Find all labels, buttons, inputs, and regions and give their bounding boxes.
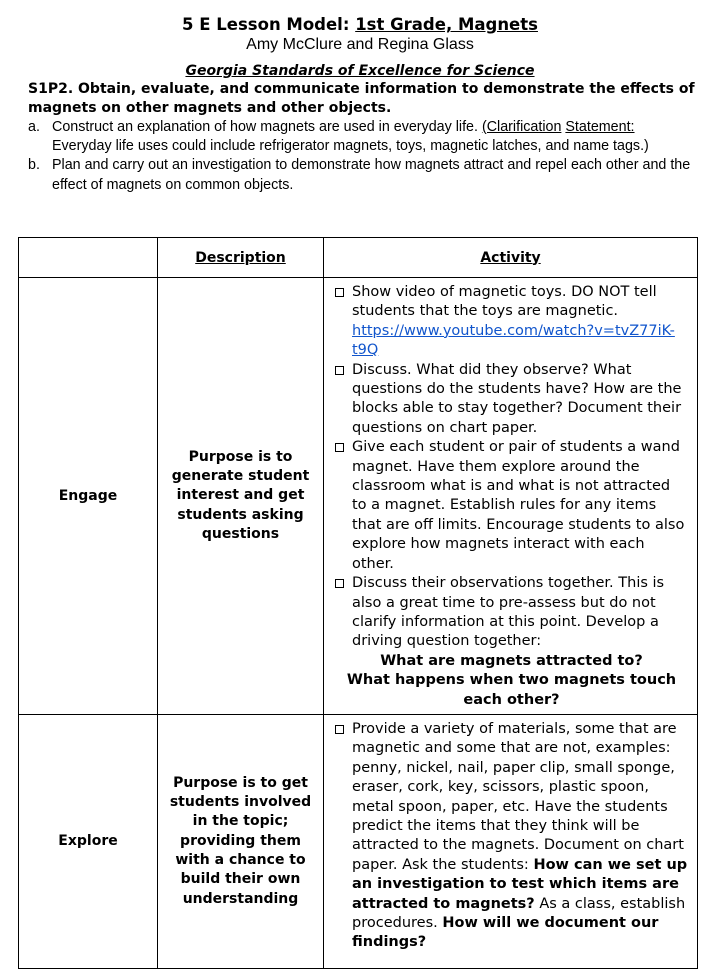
clarification-text: Everyday life uses could include refrigerator magnets, toys, magnetic latches, and name tags.) [52,138,649,155]
phase-engage: Engage [19,278,158,715]
standard-element-b [28,156,698,194]
standard-code-text: S1P2. Obtain, evaluate, and communicate information to demonstrate the effects of magnets on other magnets and other objects. [28,81,695,116]
clarification-label-2: Statement: [565,119,635,135]
checkbox-bullet-icon [335,579,344,588]
lesson-table [18,237,698,969]
checkbox-bullet-icon [335,443,344,452]
bullet-text: Discuss. What did they observe? What questions do the students have? How are the blocks able to stay together? Document their questions on chart paper. [352,361,682,436]
header-description: Description [158,238,324,278]
explore-activity [324,714,698,968]
header-activity: Activity [324,238,698,278]
lesson-title [0,14,720,35]
youtube-video-link[interactable]: https://www.youtube.com/watch?v=tvZ77iK-t9Q [352,322,675,359]
bullet-text: Provide a variety of materials, some that are magnetic and some that are not, examples: penny, nickel, nail, paper clip, small sponge, eraser, cork, key, scissors, plastic spoon, metal spoon, paper, etc. Have the students predict the items that they think will be attracted to the magnets. Document on chart paper. Ask the students: [352,720,684,873]
table-row-engage [19,278,698,715]
standard-element-a [28,118,698,156]
clarification-label-1: (Clarification [481,119,562,135]
header-blank-cell [19,238,158,278]
element-a-text: Construct an explanation of how magnets are used in everyday life. [52,119,482,135]
list-item [334,283,689,361]
bullet-text: Show video of magnetic toys. DO NOT tell students that the toys are magnetic. [352,284,657,320]
bullet-text: Discuss their observations together. This is also a great time to pre-assess but do not clarify information at this point. Develop a driving question together: [352,575,665,650]
authors: Amy McClure and Regina Glass [246,36,474,53]
driving-question-1: What are magnets attracted to? [380,652,643,669]
driving-question-2: What happens when two magnets touch each other? [346,672,677,708]
list-marker: a. [28,119,40,135]
checkbox-bullet-icon [335,725,344,734]
checkbox-bullet-icon [335,366,344,375]
list-item [334,438,689,574]
bullet-text-continued: As a class, establish procedures. [352,895,686,931]
standard-elements-list [28,118,698,195]
list-item [334,720,689,953]
checkbox-bullet-icon [335,288,344,297]
documentation-question: How will we document our findings? [352,915,659,951]
list-item [334,574,689,652]
investigation-question: How can we set up an investigation to test which items are attracted to magnets? [352,856,688,912]
engage-description: Purpose is to generate student interest and get students asking questions [158,278,324,715]
table-row-explore [19,714,698,968]
engage-activity [324,278,698,715]
document-header [0,14,720,55]
list-item [334,361,689,439]
phase-explore: Explore [19,714,158,968]
list-marker: b. [28,157,40,174]
title-prefix: 5 E Lesson Model: [182,15,356,34]
standards-heading: Georgia Standards of Excellence for Science [185,63,535,79]
explore-description: Purpose is to get students involved in the topic; providing them with a chance to build their own understanding [158,714,324,968]
table-header-row [19,238,698,278]
bullet-text: Give each student or pair of students a wand magnet. Have them explore around the classroom what is and what is not attracted to a magnet. Establish rules for any items that are off limits. Encourage students to also explore how magnets interact with each other. [352,439,685,572]
element-b-text: Plan and carry out an investigation to demonstrate how magnets attract and repel each other and the effect of magnets on common objects. [52,157,691,193]
title-topic: 1st Grade, Magnets [355,15,538,34]
